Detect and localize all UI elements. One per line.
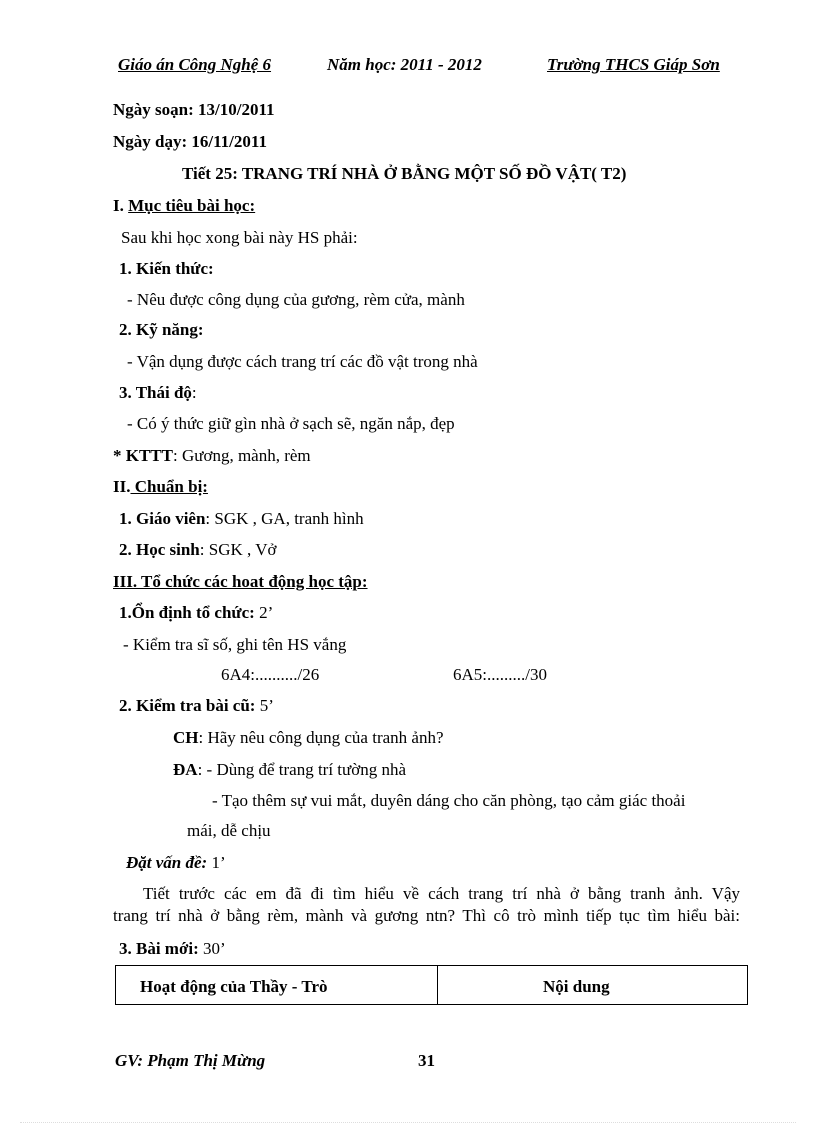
answer-text-3: mái, dễ chịu	[187, 821, 271, 840]
answer-text-2: - Tạo thêm sự vui mắt, duyên dáng cho căn phòng, tạo cảm giác thoải	[212, 791, 686, 810]
intro-paragraph-line2: trang trí nhà ở bằng rèm, mành và gương ntn? Thì cô trò mình tiếp tục tìm hiểu bài:	[113, 906, 740, 925]
answer-text-1: : - Dùng để trang trí tường nhà	[197, 760, 407, 779]
giao-vien-text: : SGK , GA, tranh hình	[205, 509, 364, 528]
thai-do-text: - Có ý thức giữ gìn nhà ở sạch sẽ, ngăn nắp, đẹp	[127, 414, 455, 433]
question-text: : Hãy nêu công dụng của tranh ảnh?	[198, 728, 444, 747]
giao-vien-line	[119, 509, 364, 529]
kttt-line	[113, 446, 311, 466]
bai-moi-line	[119, 939, 226, 959]
kttt-text: : Gương, mành, rèm	[173, 446, 311, 465]
bai-moi-time: 30’	[198, 939, 226, 958]
dat-van-de-label: Đặt vấn đề:	[126, 853, 208, 872]
thai-do-heading	[119, 383, 197, 403]
class-6a4: 6A4:........../26	[221, 665, 320, 684]
dat-van-de-line	[126, 853, 226, 873]
ky-nang-label: 2. Kỹ năng:	[119, 320, 204, 339]
class-6a5: 6A5:........./30	[453, 665, 547, 684]
kttt-label: * KTTT	[113, 446, 173, 465]
section2-heading	[113, 477, 208, 497]
footer-teacher: GV: Phạm Thị Mừng	[115, 1051, 266, 1070]
hoc-sinh-text: : SGK , Vở	[199, 540, 277, 559]
section1-label: I.	[113, 196, 129, 215]
section2-label: II.	[113, 477, 131, 496]
giao-vien-label: 1. Giáo viên	[119, 509, 206, 528]
header-middle: Năm học: 2011 - 2012	[327, 55, 482, 74]
table-divider	[437, 966, 438, 1004]
ngay-day: Ngày dạy: 16/11/2011	[113, 132, 267, 151]
on-dinh-time: 2’	[254, 603, 274, 622]
on-dinh-label: 1.Ổn định tổ chức:	[119, 603, 255, 622]
kien-thuc-label: 1. Kiến thức:	[119, 259, 214, 278]
section1-intro: Sau khi học xong bài này HS phải:	[121, 228, 358, 247]
ky-nang-text: - Vận dụng được cách trang trí các đồ vật trong nhà	[127, 352, 478, 371]
section1-heading	[113, 196, 255, 216]
header-left: Giáo án Công Nghệ 6	[118, 55, 272, 74]
lesson-title: Tiết 25: TRANG TRÍ NHÀ Ở BẰNG MỘT SỐ ĐỒ VẬT( T2)	[182, 164, 627, 183]
thai-do-colon: :	[191, 383, 197, 402]
section1-title: Mục tiêu bài học:	[128, 196, 256, 215]
kien-thuc-text: - Nêu được công dụng của gương, rèm cửa, mành	[127, 290, 465, 309]
hoc-sinh-label: 2. Học sinh	[119, 540, 200, 559]
kiem-tra-time: 5’	[255, 696, 274, 715]
header-right: Trường THCS Giáp Sơn	[547, 55, 720, 74]
kiem-tra-label: 2. Kiểm tra bài cũ:	[119, 696, 256, 715]
table-header-activity: Hoạt động của Thầy - Trò	[140, 977, 328, 996]
answer-line	[173, 760, 406, 780]
table-header-content: Nội dung	[543, 977, 610, 996]
answer-label: ĐA	[173, 760, 198, 779]
question-label: CH	[173, 728, 199, 747]
activity-table	[115, 965, 748, 1005]
thai-do-label: 3. Thái độ	[119, 383, 192, 402]
on-dinh-line	[119, 603, 273, 623]
bai-moi-label: 3. Bài mới:	[119, 939, 199, 958]
section3-title: III. Tổ chức các hoat động học tập:	[113, 572, 368, 591]
footer-page-number: 31	[418, 1051, 435, 1070]
on-dinh-text: - Kiểm tra sĩ số, ghi tên HS vắng	[123, 635, 347, 654]
intro-paragraph-line1: Tiết trước các em đã đi tìm hiểu về cách trang trí nhà ở bằng tranh ảnh. Vậy	[143, 884, 740, 903]
question-line	[173, 728, 444, 748]
dat-van-de-time: 1’	[207, 853, 226, 872]
ngay-soan: Ngày soạn: 13/10/2011	[113, 100, 275, 119]
kiem-tra-line	[119, 696, 274, 716]
hoc-sinh-line	[119, 540, 276, 560]
section2-title: Chuẩn bị:	[130, 477, 208, 496]
